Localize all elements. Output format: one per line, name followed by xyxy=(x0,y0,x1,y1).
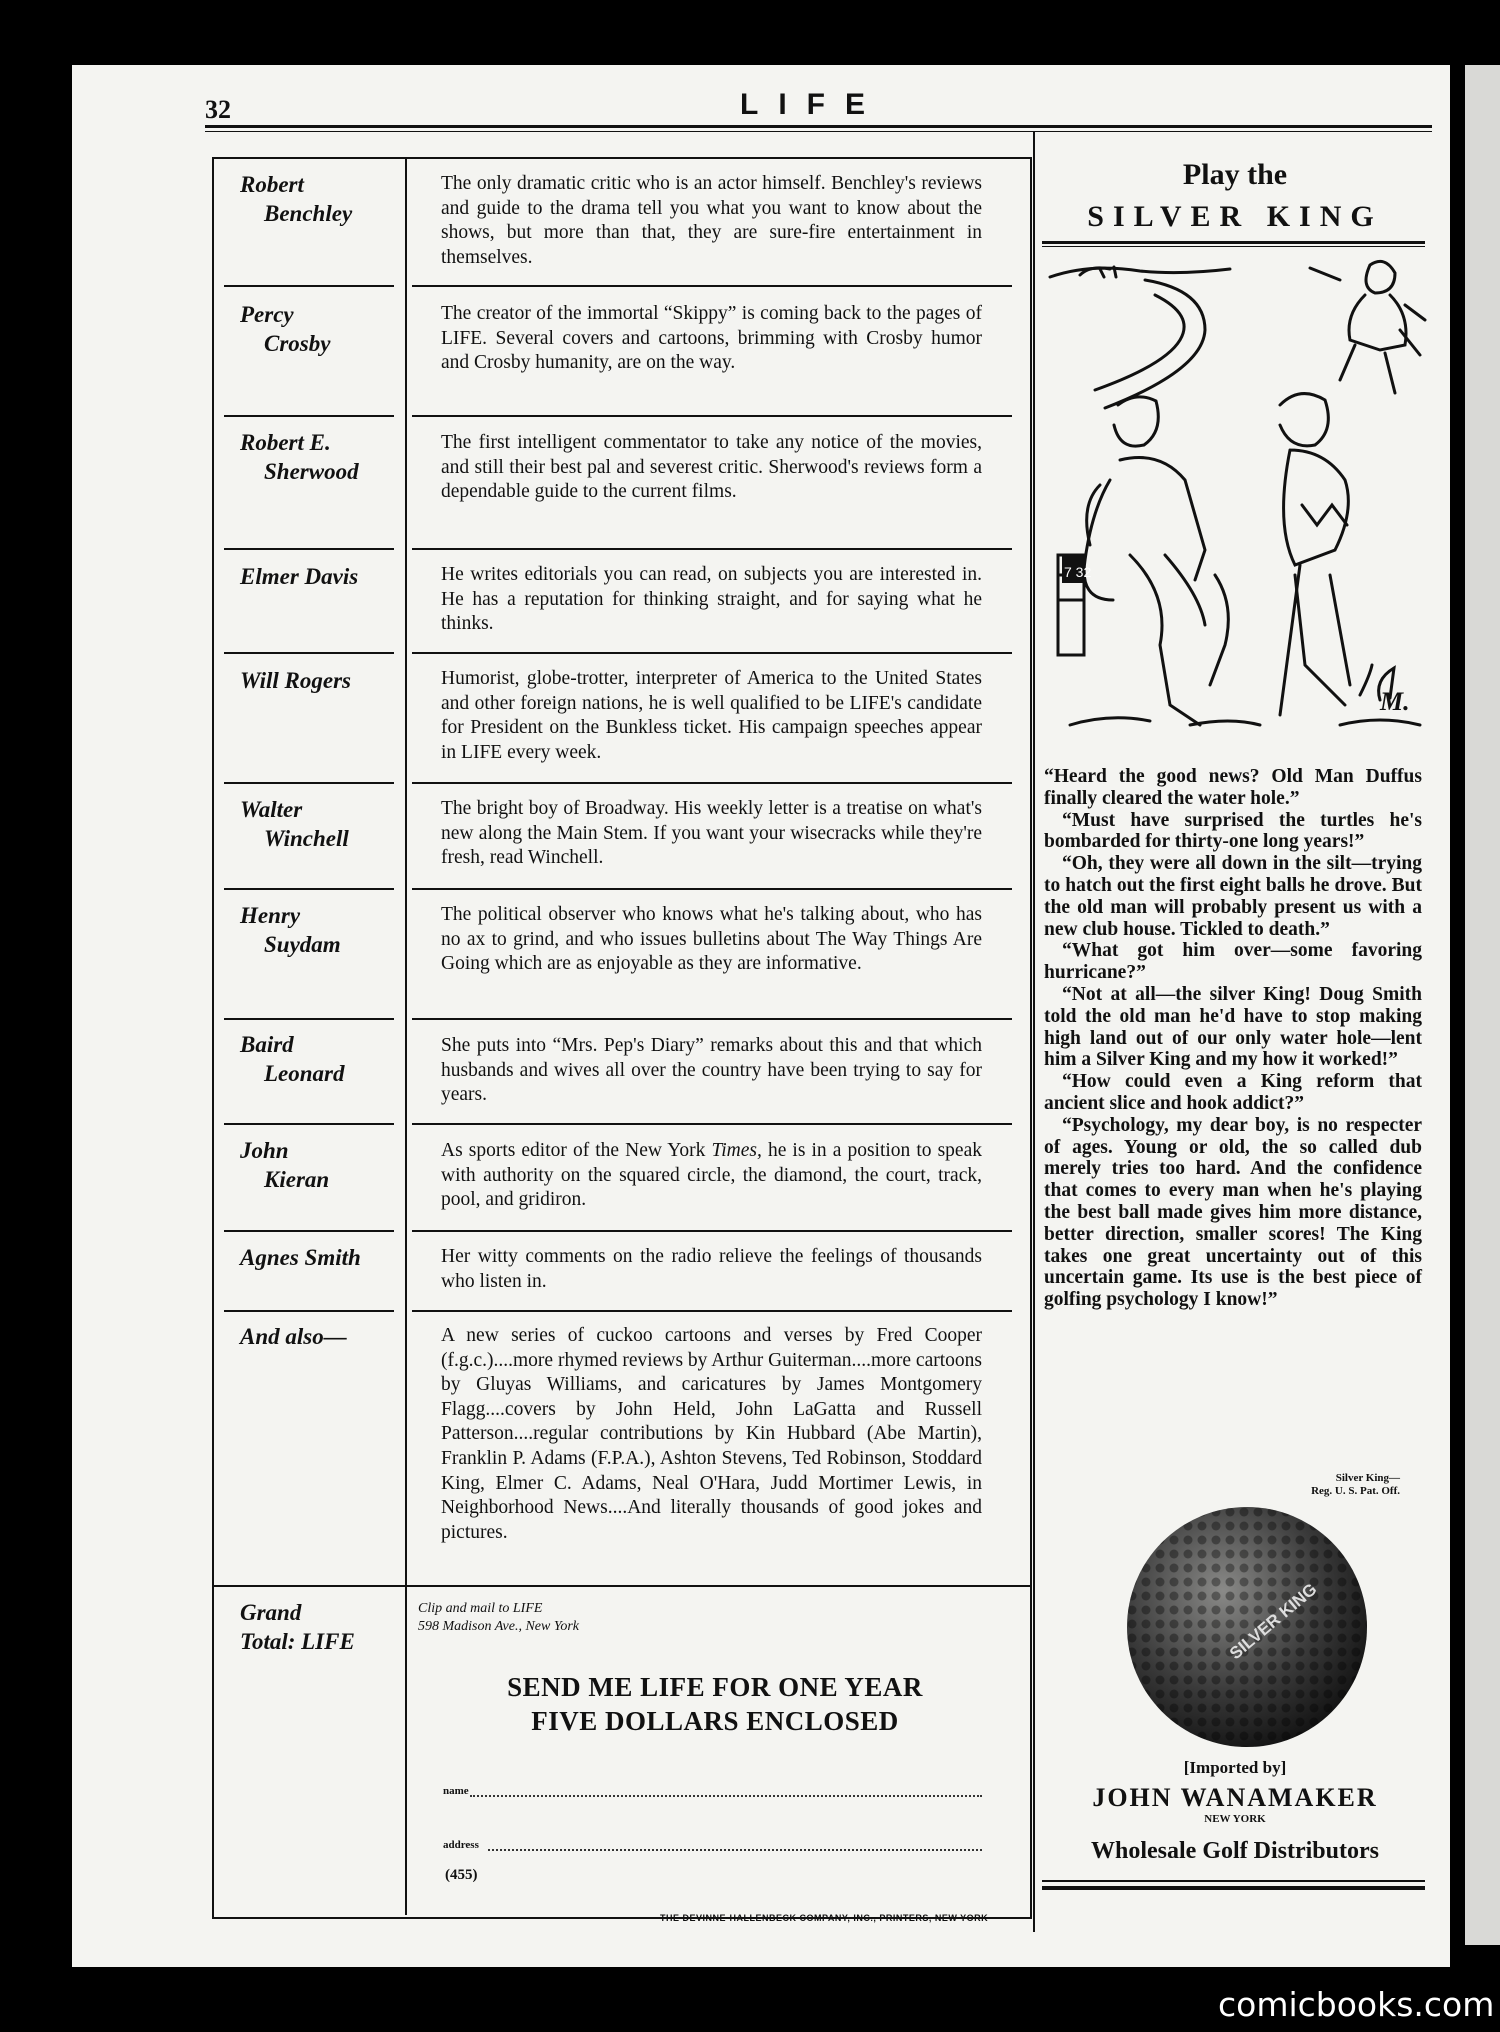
contributor-name: Robert Benchley xyxy=(240,172,353,226)
ad-rule xyxy=(1042,246,1425,247)
trademark-notice: Silver King— Reg. U. S. Pat. Off. xyxy=(1311,1472,1400,1497)
clip-and-mail-note: Clip and mail to LIFE 598 Madison Ave., New York xyxy=(418,1601,580,1634)
address-field-line[interactable] xyxy=(488,1849,982,1851)
golf-cartoon-illustration xyxy=(1040,255,1430,755)
row-divider xyxy=(412,415,1012,417)
contributor-description: The first intelligent commentator to take any notice of the movies, and still their best pal and severest critic. Sherwood's reviews form a dependable guide to the current films. xyxy=(441,432,982,503)
grand-total-label: Grand Total: LIFE xyxy=(240,1600,355,1654)
ad-tagline: Wholesale Golf Distributors xyxy=(1091,1838,1379,1864)
printer-credit: THE DEVINNE-HALLENBECK COMPANY, INC., PRINTERS, NEW YORK xyxy=(660,1913,989,1923)
name-field-label: name xyxy=(443,1785,469,1797)
contributor-description: Her witty comments on the radio relieve the feelings of thousands who listen in. xyxy=(441,1246,982,1292)
contributor-name: Percy Crosby xyxy=(240,302,331,356)
row-divider xyxy=(224,285,394,287)
ad-copy xyxy=(1044,766,1422,1311)
row-divider xyxy=(412,548,1012,550)
row-divider xyxy=(412,1310,1012,1312)
contributor-name: And also— xyxy=(240,1324,347,1349)
contributor-description: He writes editorials you can read, on subjects you are interested in. He has a reputation for thinking straight, and for saying what he thinks. xyxy=(441,564,982,635)
artist-signature: M. xyxy=(1380,687,1410,716)
contributor-description: The only dramatic critic who is an actor himself. Benchley's reviews and guide to the drama tell you what you want to know about the shows, but more than that, they are sure-fire entertainment in themselves. xyxy=(441,173,982,268)
row-divider xyxy=(412,782,1012,784)
watermark: comicbooks.com xyxy=(1218,1985,1495,2024)
importer-note: [Imported by] xyxy=(1183,1758,1287,1777)
subscription-offer: SEND ME LIFE FOR ONE YEAR FIVE DOLLARS ENCLOSED xyxy=(507,1672,923,1736)
column-divider xyxy=(1033,132,1035,1932)
ad-footer-rule xyxy=(1042,1886,1425,1890)
contributor-description: Humorist, globe-trotter, interpreter of America to the United States and other foreign nations, he is well qualified to be LIFE's candidate for President on the Bunkless ticket. His campaign speeches appear in LIFE every week. xyxy=(441,668,982,763)
row-divider xyxy=(224,1018,394,1020)
row-divider xyxy=(224,782,394,784)
header-rule-bottom xyxy=(205,131,1432,132)
contributor-name: John Kieran xyxy=(240,1138,330,1192)
ad-headline: Play the xyxy=(1182,158,1288,191)
row-divider xyxy=(412,1018,1012,1020)
table-column-divider xyxy=(405,158,407,1915)
ad-paragraph: “Oh, they were all down in the silt—trying to hatch out the first eight balls he drove. But the old man will probably present us with a new club house. Tickled to death.” xyxy=(1044,853,1422,940)
contributor-name: Agnes Smith xyxy=(240,1245,361,1270)
page-number: 32 xyxy=(205,95,231,124)
next-page-edge xyxy=(1465,65,1500,1945)
ad-footer-rule xyxy=(1042,1880,1425,1882)
golf-ball-label: SILVER KING xyxy=(1225,1579,1321,1664)
company-name: JOHN WANAMAKER xyxy=(1092,1783,1378,1812)
contributor-name: Walter Winchell xyxy=(240,797,349,851)
row-divider xyxy=(224,548,394,550)
contributor-description: The political observer who knows what he's talking about, who has no ax to grind, and who issues bulletins about The Way Things Are Going which are as enjoyable as they are informative. xyxy=(441,904,982,975)
ad-paragraph: “Not at all—the silver King! Doug Smith told the old man he'd have to stop making high land out of our only water hole—lent him a Silver King and my how it worked!” xyxy=(1044,983,1422,1071)
row-divider xyxy=(224,652,394,654)
contributor-description: As sports editor of the New York Times, he is in a position to speak with authority on the squared circle, the diamond, the court, track, pool, and gridiron. xyxy=(441,1140,982,1211)
coupon-divider xyxy=(212,1585,1030,1587)
row-divider xyxy=(224,1230,394,1232)
scorecard-number: 7 32 xyxy=(1064,564,1092,580)
name-field-line[interactable] xyxy=(470,1795,982,1797)
coupon-code: (455) xyxy=(445,1867,478,1883)
row-divider xyxy=(412,285,1012,287)
contributor-description: The creator of the immortal “Skippy” is coming back to the pages of LIFE. Several covers and cartoons, brimming with Crosby humor and Crosby humanity, are on the way. xyxy=(441,303,982,374)
ad-paragraph: “What got him over—some favoring hurricane?” xyxy=(1044,940,1422,984)
address-field-label: address xyxy=(443,1839,479,1851)
row-divider xyxy=(412,652,1012,654)
row-divider xyxy=(224,1310,394,1312)
row-divider xyxy=(224,1123,394,1125)
contributor-name: Baird Leonard xyxy=(240,1032,345,1086)
contributor-name: Robert E. Sherwood xyxy=(240,430,359,484)
contributor-name: Will Rogers xyxy=(240,668,351,693)
magazine-title: LIFE xyxy=(740,88,885,121)
ad-brand-headline: SILVER KING xyxy=(1087,200,1383,233)
header-rule-top xyxy=(205,125,1432,128)
contributor-description: The bright boy of Broadway. His weekly letter is a treatise on what's new along the Main Stem. If you want your wisecracks while they're fresh, read Winchell. xyxy=(441,798,982,869)
row-divider xyxy=(224,888,394,890)
ad-paragraph: “Must have surprised the turtles he's bombarded for thirty-one long years!” xyxy=(1044,809,1422,853)
row-divider xyxy=(412,888,1012,890)
golf-ball-image xyxy=(1125,1505,1370,1750)
ad-paragraph: “Heard the good news? Old Man Duffus finally cleared the water hole.” xyxy=(1044,766,1422,809)
ad-rule xyxy=(1042,241,1425,244)
ad-paragraph: “How could even a King reform that ancient slice and hook addict?” xyxy=(1044,1071,1422,1114)
contributor-description: A new series of cuckoo cartoons and verses by Fred Cooper (f.g.c.)....more rhymed reviews by Arthur Guiterman....more cartoons by Gluyas Williams, and caricatures by James Montgomery Flagg....covers by John Held, John LaGatta and Russell Patterson....regular contributions by Kin Hubbard (Abe Martin), Franklin P. Adams (F.P.A.), Ashton Stevens, Ted Robinson, Stoddard King, Elmer C. Adams, Neal O'Hara, Judd Mortimer Lewis, in Neighborhood News....And literally thousands of good jokes and pictures. xyxy=(441,1325,982,1543)
company-city: NEW YORK xyxy=(1204,1813,1266,1825)
contributor-name: Henry Suydam xyxy=(240,903,341,957)
row-divider xyxy=(412,1230,1012,1232)
row-divider xyxy=(224,415,394,417)
contributor-description: She puts into “Mrs. Pep's Diary” remarks about this and that which husbands and wives all over the country have been trying to say for years. xyxy=(441,1035,982,1106)
ad-paragraph: “Psychology, my dear boy, is no respecter of ages. Young or old, the so called dub merely tries too hard. And the confidence that comes to every man when he's playing the best ball made gives him more distance, better direction, smaller scores! The King takes one great uncertainty out of this uncertain game. Its use is the best piece of golfing psychology I know!” xyxy=(1044,1114,1422,1311)
contributor-name: Elmer Davis xyxy=(240,564,359,589)
row-divider xyxy=(412,1123,1012,1125)
